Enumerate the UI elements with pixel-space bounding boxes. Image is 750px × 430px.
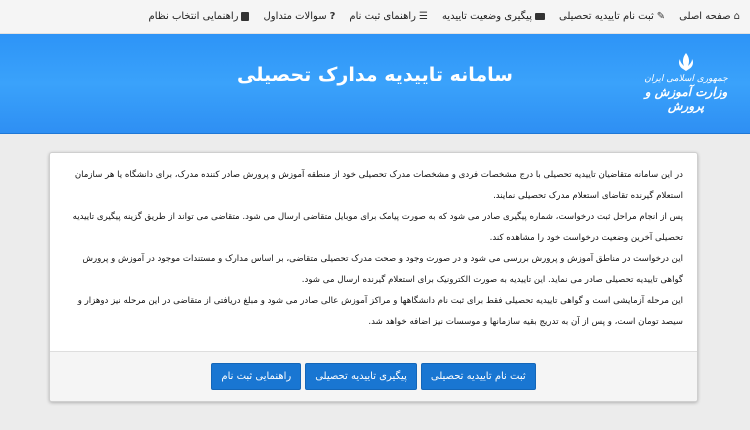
nav-item-system-guide[interactable] <box>149 11 250 22</box>
info-paragraph-trial: این مرحله آزمایشی است و گواهی تاییدیه تحصیلی فقط برای ثبت نام دانشگاهها و مراکز آموزش عالی صادر می شود و مبلغ دریافتی از متقاضی در این مرحله نیز دوهزار و سیصد تومان است، و پس از آن به تدریج بقیه سازمانها و موسسات نیز اضافه خواهد شد. <box>77 296 683 327</box>
nav-item-label: راهنمایی انتخاب نظام <box>148 11 239 22</box>
info-panel <box>49 152 698 402</box>
nav-item-faq[interactable] <box>263 11 335 22</box>
page-title: سامانه تاییدیه مدارک تحصیلی <box>237 64 513 86</box>
card-icon <box>535 13 545 20</box>
track-button[interactable]: پیگیری تاییدیه تحصیلی <box>305 363 417 390</box>
register-button[interactable]: ثبت نام تاییدیه تحصیلی <box>421 363 536 390</box>
info-text <box>50 153 697 333</box>
nav-item-label: سوالات متداول <box>263 11 327 22</box>
edit-icon: ✎ <box>656 10 666 22</box>
book-icon <box>241 12 249 21</box>
question-icon: ? <box>329 10 336 22</box>
nav-item-label: صفحه اصلی <box>679 11 731 22</box>
logo-line-country: جمهوری اسلامی ایران <box>644 74 728 84</box>
nav-item-label: راهنمای ثبت نام <box>349 11 416 22</box>
nav-item-label: پیگیری وضعیت تاییدیه <box>441 11 532 22</box>
nav-item-track-status[interactable] <box>442 11 545 22</box>
nav-item-register[interactable] <box>559 11 665 22</box>
header-banner <box>0 34 750 134</box>
home-icon: ⌂ <box>733 10 740 22</box>
info-paragraph-intro: در این سامانه متقاضیان تاییدیه تحصیلی با درج مشخصات فردی و مشخصات مدرک تحصیلی خود از منطقه آموزش و پرورش صادر کننده مدرک، برای دانشگاه یا هر سازمان استعلام گیرنده تقاضای استعلام مدرک تحصیلی نمایند. <box>74 170 683 201</box>
info-paragraph-review: این درخواست در مناطق آموزش و پرورش بررسی می شود و در صورت وجود و صحت مدرک تحصیلی متقاضی، بر اساس مدارک و مستندات موجود در آموزش و پرورش گواهی تاییدیه تحصیلی صادر می نماید. این تاییدیه به صورت الکترونیک برای استعلام گیرنده ارسال می شود. <box>82 254 683 285</box>
logo-line-ministry: وزارت آموزش و پرورش <box>644 85 728 113</box>
register-guide-button[interactable]: راهنمایی ثبت نام <box>211 363 301 390</box>
top-navigation <box>0 0 750 34</box>
action-bar <box>50 351 697 401</box>
nav-item-label: ثبت نام تاییدیه تحصیلی <box>559 11 654 22</box>
nav-item-register-guide[interactable] <box>349 11 428 22</box>
list-icon: ☰ <box>418 10 428 22</box>
nav-item-home[interactable] <box>679 11 740 22</box>
info-paragraph-tracking: پس از انجام مراحل ثبت درخواست، شماره پیگیری صادر می شود که به صورت پیامک برای موبایل متقاضی ارسال می شود. متقاضی می تواند از طریق گزینه پیگیری تاییدیه تحصیلی آخرین وضعیت درخواست خود را مشاهده کند. <box>72 212 683 243</box>
